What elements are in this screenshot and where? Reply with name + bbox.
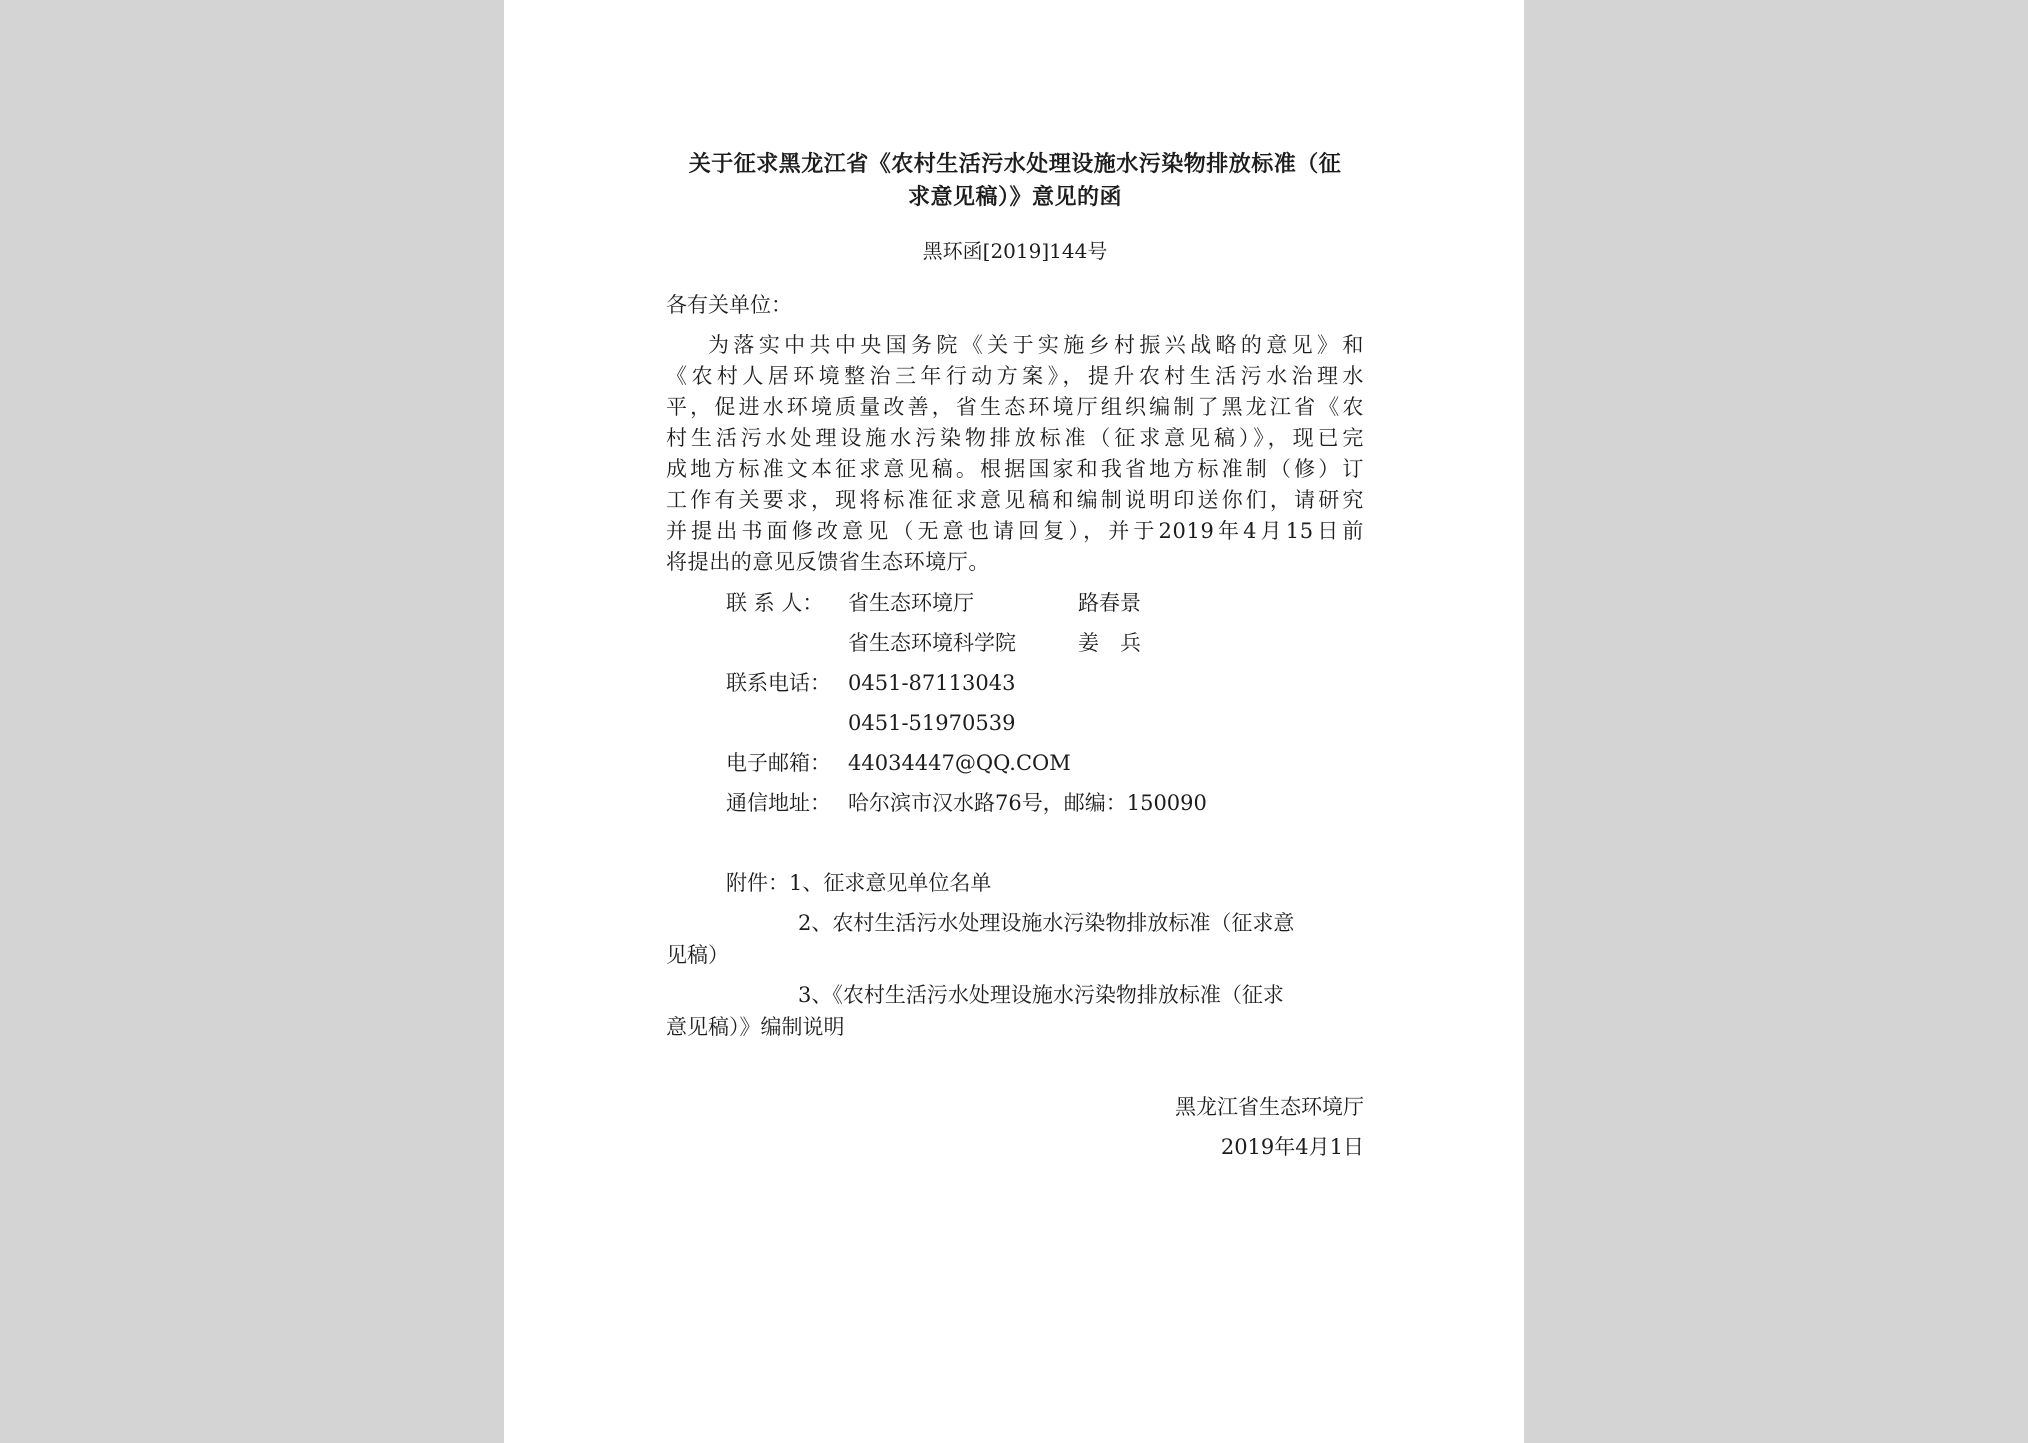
phone-number: 0451-51970539 [848, 711, 1016, 735]
body-line: 村生活污水处理设施水污染物排放标准（征求意见稿）》，现已完 [666, 426, 1364, 450]
attachment-item-3: 3、《农村生活污水处理设施水污染物排放标准（征求 [798, 983, 1284, 1007]
contact-person: 路春景 [1078, 591, 1141, 615]
email-label: 电子邮箱： [726, 751, 831, 775]
postal-address: 哈尔滨市汉水路76号，邮编：150090 [848, 791, 1207, 815]
body-line: 将提出的意见反馈省生态环境厅。 [666, 550, 990, 574]
signature-org: 黑龙江省生态环境厅 [1175, 1095, 1364, 1119]
attachment-item-3-cont: 意见稿）》编制说明 [666, 1015, 845, 1039]
body-line: 平，促进水环境质量改善，省生态环境厅组织编制了黑龙江省《农 [666, 395, 1364, 419]
document-page [504, 0, 1524, 1443]
contact-org: 省生态环境科学院 [848, 631, 1016, 655]
signature-date: 2019年4月1日 [1220, 1135, 1364, 1159]
document-title [666, 148, 1364, 214]
address-label: 通信地址： [726, 791, 831, 815]
phone-number: 0451-87113043 [848, 671, 1016, 695]
contact-person: 姜 兵 [1078, 631, 1141, 655]
salutation: 各有关单位： [666, 293, 792, 317]
body-line: 工作有关要求，现将标准征求意见稿和编制说明印送你们，请研究 [666, 488, 1364, 512]
contact-org: 省生态环境厅 [848, 591, 974, 615]
email-address: 44034447@QQ.COM [848, 751, 1071, 775]
attachments-row [726, 868, 991, 898]
attachment-item-2: 2、农村生活污水处理设施水污染物排放标准（征求意 [798, 911, 1295, 935]
body-line: 成地方标准文本征求意见稿。根据国家和我省地方标准制（修）订 [666, 457, 1364, 481]
title-line-2: 求意见稿）》意见的函 [907, 184, 1122, 210]
attachment-item-2-cont: 见稿） [666, 943, 729, 967]
attachment-item-1: 1、征求意见单位名单 [789, 871, 992, 895]
body-line: 为落实中共中央国务院《关于实施乡村振兴战略的意见》和 [708, 333, 1364, 357]
phone-label: 联系电话： [726, 671, 831, 695]
document-number: 黑环函[2019]144号 [922, 239, 1108, 263]
body-line: 并提出书面修改意见（无意也请回复），并于2019年4月15日前 [666, 519, 1364, 543]
attachments-label: 附件： [726, 871, 789, 895]
contact-label: 联 系 人： [726, 591, 824, 615]
body-line: 《农村人居环境整治三年行动方案》，提升农村生活污水治理水 [666, 364, 1364, 388]
title-line-1: 关于征求黑龙江省《农村生活污水处理设施水污染物排放标准（征 [688, 151, 1342, 177]
